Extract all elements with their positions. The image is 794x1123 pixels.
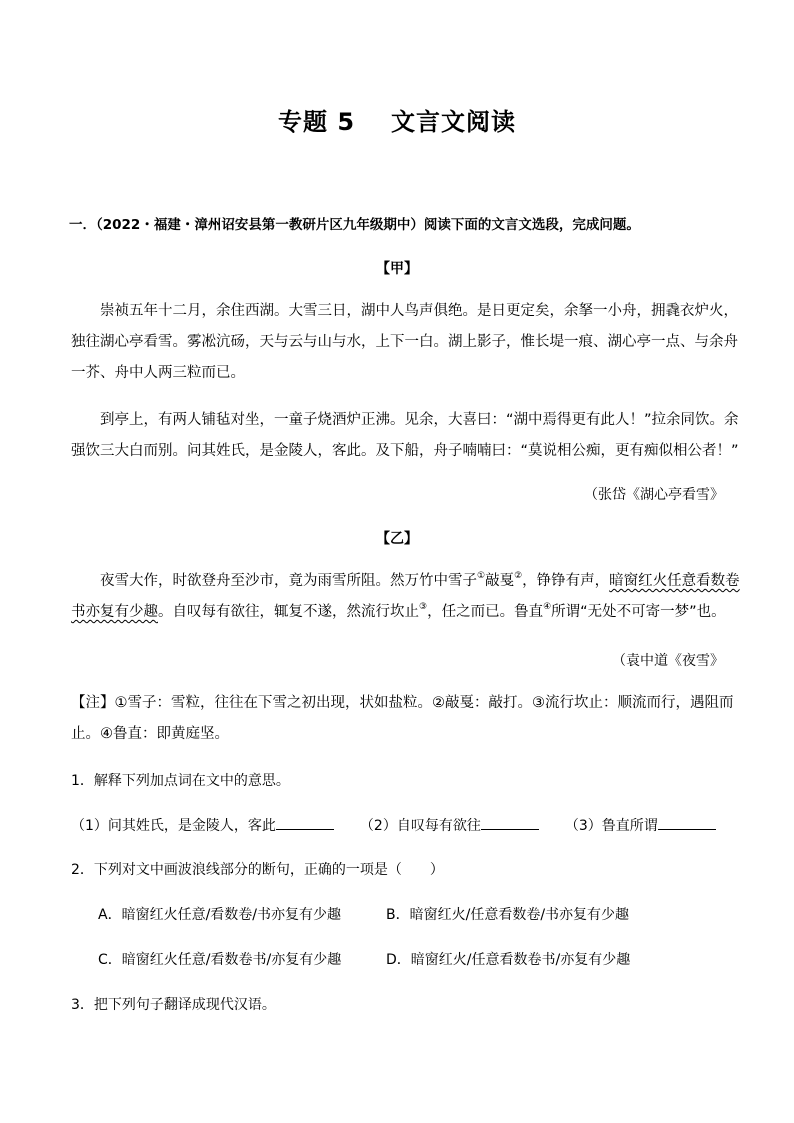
question-header: 一．（2022・福建・漳州诏安县第一教研片区九年级期中）阅读下面的文言文选段，完成问题。 — [69, 217, 640, 233]
text-line: 崇祯五年十二月，余住西湖。大雪三日，湖中人鸟声俱绝。是日更定矣，余拏一小舟，拥毳衣炉火， — [100, 303, 738, 319]
option-d[interactable]: D．暗窗红火/任意看数卷书/亦复有少趣 — [386, 952, 631, 968]
footnotes — [71, 688, 734, 750]
subquestion-2 — [360, 815, 539, 835]
subquestion-1 — [71, 815, 334, 835]
subquestion-3 — [565, 815, 716, 835]
question-1-items — [71, 815, 716, 835]
title-topic-name: 文言文阅读 — [391, 108, 517, 136]
text-run: ，任之而已。鲁直 — [427, 604, 544, 620]
jia-paragraph-2 — [71, 405, 739, 467]
question-1-stem: 1．解释下列加点词在文中的意思。 — [71, 773, 290, 789]
subquestion-text: （1）问其姓氏，是金陵人，客此 — [71, 818, 276, 834]
subquestion-text: （3）鲁直所谓 — [564, 818, 658, 834]
page-title — [0, 102, 794, 137]
text-run: 所谓“无处不可寄一梦”也。 — [551, 604, 726, 620]
text-line: 强饮三大白而别。问其姓氏，是金陵人，客此。及下船，舟子喃喃曰：“莫说相公痴，更有痴似相公者！” — [71, 443, 739, 459]
footnote-marker: ④ — [543, 602, 552, 612]
yi-paragraph — [71, 566, 740, 628]
wavy-underlined-text: 暗窗红火任意看数卷 — [609, 573, 740, 589]
text-run: 。自叹每有欲往，辄复不遂，然流行坎止 — [158, 604, 419, 620]
jia-source: （张岱《湖心亭看雪》 — [584, 487, 724, 503]
text-line: 到亭上，有两人铺毡对坐，一童子烧酒炉正沸。见余，大喜曰：“湖中焉得更有此人！”拉余同饮。余 — [100, 412, 739, 428]
section-label-yi: 【乙】 — [376, 531, 418, 547]
answer-blank[interactable] — [481, 817, 539, 830]
footnote-marker: ① — [477, 571, 486, 581]
text-line: 一芥、舟中人两三粒而已。 — [71, 365, 245, 381]
question-2-stem: 2．下列对文中画波浪线部分的断句，正确的一项是（ ） — [71, 862, 444, 878]
note-line: 止。④鲁直：即黄庭坚。 — [71, 726, 229, 742]
text-line — [71, 597, 731, 628]
wavy-underlined-text: 书亦复有少趣 — [71, 604, 158, 620]
text-line — [71, 566, 740, 597]
yi-source: （袁中道《夜雪》 — [612, 653, 724, 669]
option-c[interactable]: C．暗窗红火任意/看数卷书/亦复有少趣 — [98, 952, 342, 968]
text-run: 夜雪大作，时欲登舟至沙市，竟为雨雪所阻。然万竹中雪子 — [100, 573, 477, 589]
option-b[interactable]: B．暗窗红火/任意看数卷/书亦复有少趣 — [386, 907, 630, 923]
jia-paragraph-1 — [71, 296, 738, 389]
option-a[interactable]: A．暗窗红火任意/看数卷/书亦复有少趣 — [98, 907, 342, 923]
subquestion-text: （2）自叹每有欲往 — [359, 818, 481, 834]
text-run: ，铮铮有声， — [522, 573, 610, 589]
text-run: 敲戛 — [485, 573, 515, 589]
section-label-jia: 【甲】 — [376, 261, 418, 277]
answer-blank[interactable] — [276, 817, 334, 830]
question-3-stem: 3．把下列句子翻译成现代汉语。 — [71, 997, 276, 1013]
footnote-marker: ③ — [419, 602, 428, 612]
answer-blank[interactable] — [658, 817, 716, 830]
text-line: 独往湖心亭看雪。雾凇沆砀，天与云与山与水，上下一白。湖上影子，惟长堤一痕、湖心亭一点、与余舟 — [71, 334, 738, 350]
title-topic-number: 专题 5 — [277, 108, 356, 136]
footnote-marker: ② — [514, 571, 523, 581]
note-line: 【注】①雪子：雪粒，往往在下雪之初出现，状如盐粒。②敲戛：敲打。③流行坎止：顺流而行，遇阻而 — [71, 695, 734, 711]
